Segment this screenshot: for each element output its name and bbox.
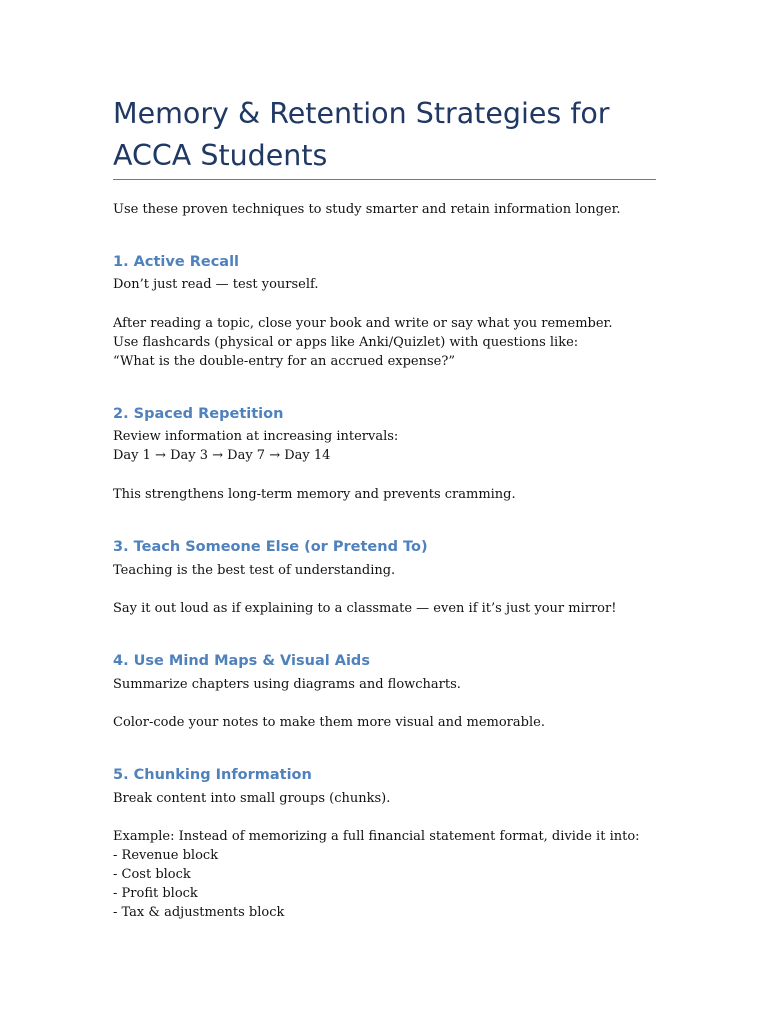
section-4-paragraph-1 (113, 675, 461, 694)
section-heading-chunking: 5. Chunking Information (113, 767, 312, 783)
text-line: Color-code your notes to make them more visual and memorable. (113, 715, 545, 730)
text-line: “What is the double-entry for an accrued expense?” (113, 354, 455, 369)
section-4-paragraph-2 (113, 713, 545, 732)
intro-paragraph: Use these proven techniques to study smarter and retain information longer. (113, 202, 621, 217)
section-5-paragraph-2 (113, 827, 640, 922)
document-title (113, 93, 673, 177)
section-heading-mind-maps: 4. Use Mind Maps & Visual Aids (113, 653, 370, 669)
list-item: - Tax & adjustments block (113, 905, 285, 920)
text-line: Use flashcards (physical or apps like Anki/Quizlet) with questions like: (113, 335, 579, 350)
text-line: Don’t just read — test yourself. (113, 277, 319, 292)
text-line: This strengthens long-term memory and prevents cramming. (113, 487, 516, 502)
section-heading-teach-someone: 3. Teach Someone Else (or Pretend To) (113, 539, 428, 555)
list-item: - Profit block (113, 886, 198, 901)
text-line: After reading a topic, close your book and write or say what you remember. (113, 316, 613, 331)
text-line: Example: Instead of memorizing a full financial statement format, divide it into: (113, 829, 640, 844)
list-item: - Cost block (113, 867, 191, 882)
section-3-paragraph-1 (113, 561, 395, 580)
section-heading-active-recall: 1. Active Recall (113, 254, 240, 270)
title-line: ACCA Students (113, 139, 328, 172)
list-item: - Revenue block (113, 848, 219, 863)
section-5-paragraph-1 (113, 789, 390, 808)
section-3-paragraph-2 (113, 599, 616, 618)
section-1-paragraph-1 (113, 275, 319, 294)
section-2-paragraph-2 (113, 485, 516, 504)
text-line: Summarize chapters using diagrams and flowcharts. (113, 677, 461, 692)
section-2-paragraph-1 (113, 427, 398, 465)
section-heading-spaced-repetition: 2. Spaced Repetition (113, 406, 284, 422)
text-line: Day 1 → Day 3 → Day 7 → Day 14 (113, 448, 331, 463)
text-line: Break content into small groups (chunks). (113, 791, 391, 806)
title-divider (113, 179, 656, 180)
text-line: Review information at increasing intervals: (113, 429, 399, 444)
section-1-paragraph-2 (113, 314, 612, 371)
text-line: Teaching is the best test of understanding. (113, 563, 396, 578)
text-line: Say it out loud as if explaining to a classmate — even if it’s just your mirror! (113, 601, 617, 616)
title-line: Memory & Retention Strategies for (113, 97, 610, 130)
